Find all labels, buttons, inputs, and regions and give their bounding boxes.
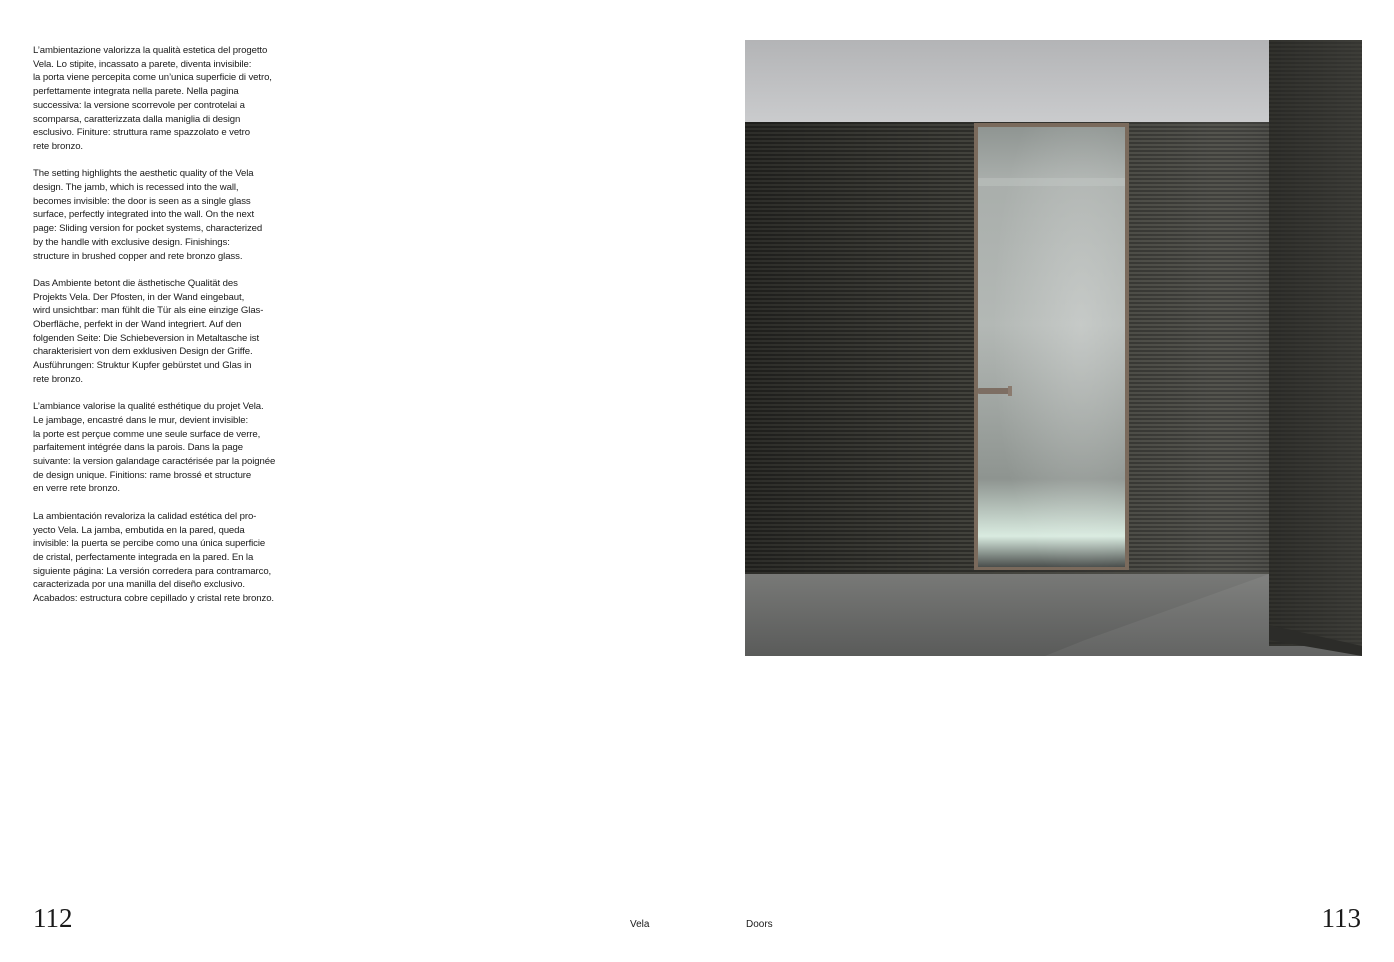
footer-label-category: Doors bbox=[746, 919, 773, 930]
description-column bbox=[33, 44, 283, 619]
page-number-left: 112 bbox=[33, 903, 73, 933]
door-handle bbox=[978, 388, 1010, 394]
footer-label-collection: Vela bbox=[630, 919, 650, 930]
page-number-right: 113 bbox=[1321, 903, 1361, 933]
paragraph-english: The setting highlights the aesthetic quality of the Vela design. The jamb, which is recessed into the wall, becomes invisible: the door is seen as a single glass surface, perfectly integrated into the wall. On the next page: Sliding version for pocket systems, characterized by the handle with exclusive design. Finishings: structure in brushed copper and rete bronzo glass. bbox=[33, 168, 263, 262]
paragraph-italian: L’ambientazione valorizza la qualità estetica del progetto Vela. Lo stipite, incassato a parete, diventa invisibile: la porta viene percepita come un’unica superficie di vetro, perfettamente integrata nella parete. Nella pagina successiva: la versione scorrevole per controtelai a scomparsa, caratterizzata dalla maniglia di design esclusivo. Finiture: struttura rame spazzolato e vetro rete bronzo. bbox=[33, 45, 272, 152]
product-photo bbox=[745, 40, 1362, 656]
paragraph-spanish: La ambientación revaloriza la calidad estética del pro- yecto Vela. La jamba, embutida en la pared, queda invisible: la puerta se percibe como una única superficie de cristal, perfectamente integrada en la pared. En la siguiente página: La versión corredera para contramarco, caracterizada por una manilla del diseño exclusivo. Acabados: estructura cobre cepillado y cristal rete bronzo. bbox=[33, 510, 274, 605]
paragraph-french: L’ambiance valorise la qualité esthétique du projet Vela. Le jambage, encastré dans le mur, devient invisible: la porte est perçue comme une seule surface de verre, parfaitement intégrée dans la parois. Dans la page suivante: la version galandage caractérisée par la poignée de design unique. Finitions: rame brossé et structure en verre rete bronzo. bbox=[33, 401, 276, 495]
paragraph-german: Das Ambiente betont die ästhetische Qualität des Projekts Vela. Der Pfosten, in der Wand eingebaut, wird unsichtbar: man fühlt die Tür als eine einzige Glas- Oberfläche, perfekt in der Wand integriert. Auf den folgenden Seite: Die Schiebeversion in Metaltasche ist charakterisiert von dem exklusiven Design der Griffe. Ausführungen: Struktur Kupfer gebürstet und Glas in rete bronzo. bbox=[33, 277, 264, 385]
